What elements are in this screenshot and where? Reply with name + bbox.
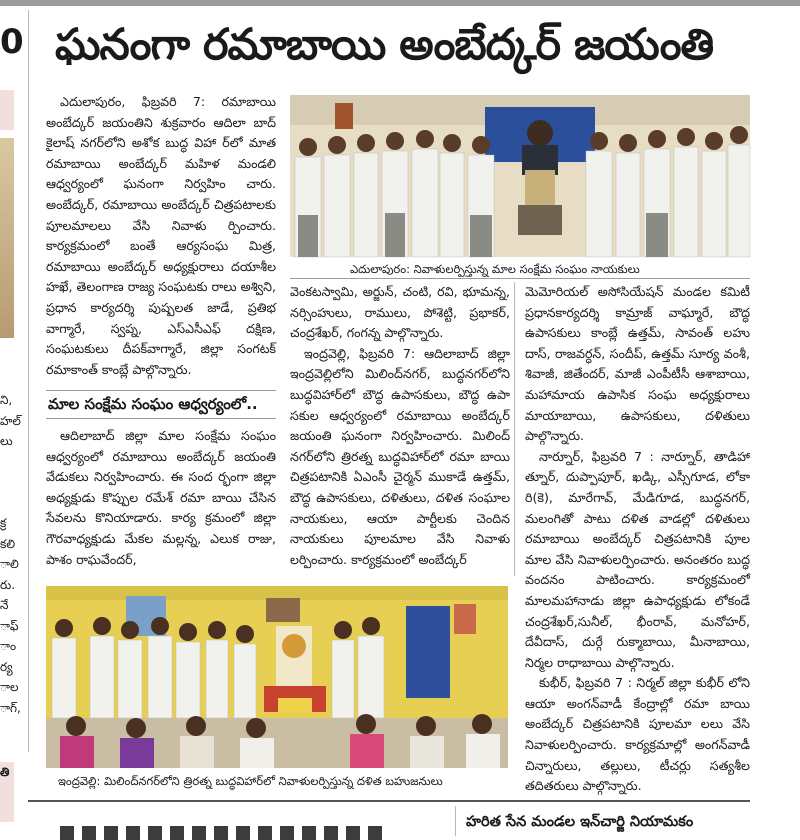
bottom-rule: [28, 800, 750, 802]
column-3: [525, 282, 750, 798]
subhead-rule-bottom: [46, 418, 276, 419]
previous-article-line: హల్: [0, 413, 21, 428]
top-photo-illustration: [290, 95, 750, 257]
previous-article-line: ాగ్,: [0, 700, 21, 715]
column-3-paragraph-1: మెమోరియల్ అసోసియేషన్ మండల కమిటీ ప్రధానకార్యదర్శి కామ్రాజ్ వాఘ్మారే, బౌద్ధ ఉపాసకులు కాంబ్లే ఉత్తమ్, సావంత్ లహు దాస్, రాజవర్ధన్, సందీప్, ఉత్తమ్ సూర్య వంశీ, శివాజీ, జితేందర్, మాజీ ఎంపీటీసీ ఆశాబాయి, మహామాయ ఉపాసిక సంఘ అధ్యక్షురాలు మాయాబాయి, ఉపాసకులు, దళితులు పాల్గొన్నారు.: [525, 284, 750, 444]
column-2-paragraph-1: వెంకటస్వామి, అర్జున్, చంటి, రవి, భూమన్న, నర్సింహులు, రాములు, పోశెట్టి, ప్రభాకర్, చంద్రశేఖర్, గంగన్న పాల్గొన్నారు.: [290, 284, 510, 341]
bottom-photo-illustration: [46, 586, 508, 768]
bottom-column-divider: [455, 806, 456, 836]
headline: ఘనంగా రమాబాయి అంబేద్కర్ జయంతి: [55, 20, 714, 70]
previous-article-bottom-fragment: తి: [0, 765, 10, 779]
top-photo-caption: ఎదులాపురం: నివాళులర్పిస్తున్న మాల సంక్షేమ సంఘం నాయకులు: [350, 262, 640, 276]
previous-article-line: ర్య: [0, 659, 13, 674]
subhead-rule-top: [46, 390, 276, 391]
column-1-paragraph-2: ఆదిలాబాద్ జిల్లా మాల సంక్షేమ సంఘం ఆధ్వర్యంలో రమాబాయి అంబేద్కర్ జయంతి వేడుకలు నిర్వహించారు. ఈ సంద ర్భంగా జిల్లా అధ్యక్షుడు కొప్పుల రమేశ్ రమా బాయి చేసిన సేవలను కొనియాడారు. కార్య క్రమంలో జిల్లా గౌరవాధ్యక్షుడు మేకల మల్లన్న, ఎలుక రాజు, పాశం రాఘవేందర్,: [46, 428, 276, 567]
previous-article-lines: [0, 390, 21, 718]
left-column-divider: [28, 10, 29, 752]
previous-article-line: క్ర: [0, 516, 7, 530]
bottom-photo-group: [46, 586, 508, 768]
previous-article-line: నే: [0, 598, 9, 612]
top-photo-group: [290, 95, 750, 257]
column-3-paragraph-3: కుభీర్, ఫిబ్రవరి 7 : నిర్మల్ జిల్లా కుభీర్ లోని ఆయా అంగన్‌వాడీ కేంద్రాల్లో రమా బాయి అంబేద్కర్ చిత్రపటానికి పూలమా లలు వేసి నివాళులర్పించారు. కార్యక్రమాల్లో అంగన్‌వాడీ చిన్నారులు, తల్లులు, టీచర్లు సత్యశీల తదితరులు పాల్గొన్నారు.: [525, 675, 750, 794]
previous-article-line: [0, 472, 16, 493]
previous-article-line: లు: [0, 434, 13, 448]
previous-article-bottom-box: [0, 762, 14, 822]
previous-article-line: ాం: [0, 639, 17, 653]
previous-article-line: ాఫ్: [0, 618, 19, 633]
previous-article-line: ాల: [0, 680, 19, 694]
previous-article-line: [0, 452, 16, 473]
next-article-headline-cutoff: [60, 826, 440, 836]
previous-article-line: కలి: [0, 536, 16, 551]
column-2: [290, 282, 510, 576]
previous-article-top-fragment: 0: [0, 22, 24, 62]
next-article-headline: హరిత సేన మండల ఇన్‌చార్జి నియామకం: [466, 814, 694, 830]
previous-article-line: ని,: [0, 393, 13, 407]
previous-article-line: రు.: [0, 577, 16, 592]
column-1-paragraph: ఎదులాపురం, ఫిబ్రవరి 7: రమాబాయి అంబేద్కర్ జయంతిని శుక్రవారం ఆదిలా బాద్ కైలాష్ నగర్‌లోని అశోక బుద్ధ విహా ర్‌లో మాత రమాబాయి అంబేద్కర్ మహిళ మండలి ఆధ్వర్యంలో ఘనంగా నిర్వహిం చారు. అంబేద్కర్, రమాబాయి అంబేద్కర్ చిత్రపటాలకు పూలమాలలు వేసి నివాళు ర్పించారు. కార్యక్రమంలో బంతే ఆర్యసంఘ మిత్ర, రమాబాయి అంబేద్కర్ అధ్యక్షురాలు దయాశీల హఖే, తెలంగాణ రాజ్య సంఘటకు రాలు అశ్విని, ప్రధాన కార్యదర్శి పుష్పలత జాడే, ప్రతిభ వాగ్మారే, స్వప్న, ఎస్ఎసీఎఫ్ దక్షిణ, సంఘటకులు దీపక్‌వాగ్మారే, జిల్లా సంగటక్ రమాకాంత్ కాంబ్లే పాల్గొన్నారు.: [46, 94, 276, 377]
previous-article-photo: [0, 138, 14, 338]
top-border-bar: [0, 0, 800, 6]
previous-article-line: [0, 493, 16, 514]
column-2-paragraph-2: ఇంద్రవెల్లి, ఫిబ్రవరి 7: ఆదిలాబాద్ జిల్లా ఇంద్రవెల్లిలోని మిలింద్‌నగర్, బుద్ధనగర్‌లోని బుద్ధవిహార్‌లో బౌద్ధ ఉపాసకులు, బౌద్ధ ఉపా సకుల ఆధ్వర్యంలో రమాబాయి అంబేద్కర్ జయంతి ఘనంగా నిర్వహించారు. మిలింద్ నగర్‌లోని త్రిరత్న బుద్ధవిహార్‌లో రమా బాయి చిత్రపటానికి ఏఎంసీ చైర్మన్ ముకాడే ఉత్తమ్, బౌద్ధ ఉపాసకులు, దళితులు, దళిత సంఘాల నాయకులు, ఆయా పార్టీలకు చెందిన నాయకులు పూలమాల వేసి నివాళు లర్పించారు. కార్యక్రమంలో అంబేద్కర్: [290, 345, 510, 567]
previous-article-line: ాలి: [0, 557, 19, 571]
previous-article-strip: [0, 20, 24, 820]
column-1-part-2: [46, 426, 276, 576]
column-1: [46, 92, 276, 388]
bottom-photo-caption: ఇంద్రవెల్లి: మిలింద్‌నగర్‌లోని త్రిరత్న బుద్ధవిహార్‌లో నివాళులర్పిస్తున్న దళిత బహుజనులు: [58, 774, 443, 788]
top-photo-caption-rule: [290, 278, 750, 279]
column-1-subhead: మాల సంక్షేమ సంఘం ఆధ్వర్యంలో..: [48, 395, 258, 413]
column-3-paragraph-2: నార్నూర్, ఫిబ్రవరి 7 : నార్నూర్, తాడిహా త్నూర్, దుప్పాపూర్, ఖడ్కి, ఎస్సీగూడ, లోకా రి(కె), మారేగావ్, మేడిగూడ, బుద్ధనగర్, మలంగితో పాటు దళిత వాడల్లో దళితులు రమాబాయి అంబేద్కర్ చిత్రపటానికి పూల మాల వేసి నివాళులర్పించారు. అనంతరం బుద్ధ వందనం పాటించారు. కార్యక్రమంలో మాలమహానాడు జిల్లా ఉపాధ్యక్షుడు లోకండే చంద్రశేఖర్,సునీల్, భీంరావ్, మనోహర్, దేవీదాస్, దుర్గే రుక్మాబాయి, మీనాబాయి, నిర్మల రాధాబాయి పాల్గొన్నారు.: [525, 448, 750, 670]
column-2-3-divider: [514, 282, 515, 576]
previous-article-pink-box: [0, 90, 14, 130]
